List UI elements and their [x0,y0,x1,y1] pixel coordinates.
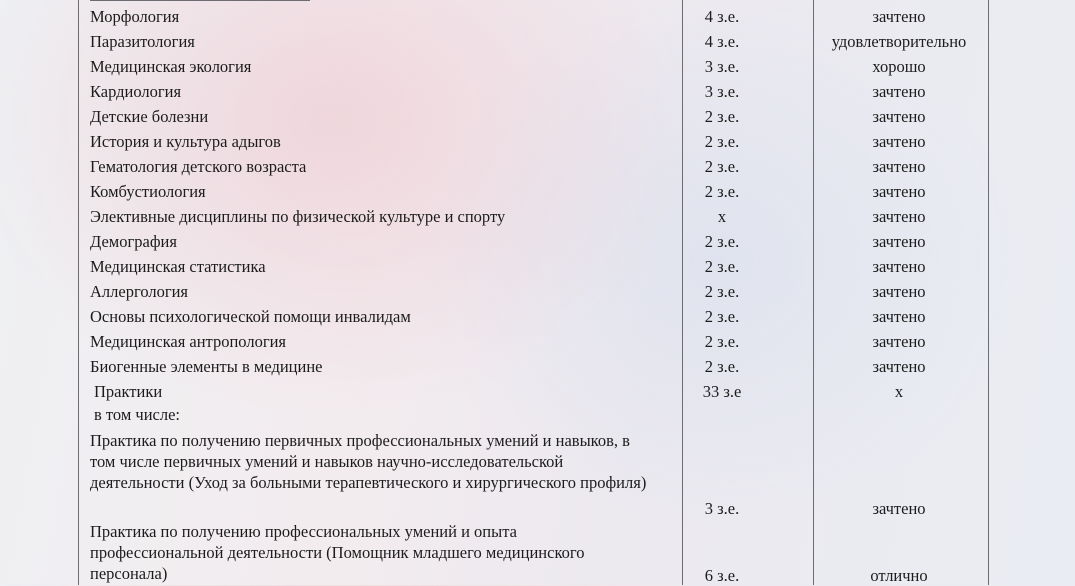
discipline-result: удовлетворительно [831,32,967,51]
table-row [0,257,1075,282]
discipline-name: Основы психологической помощи инвалидам [90,307,411,326]
discipline-name: Медицинская статистика [90,257,266,276]
discipline-result: зачтено [872,357,926,376]
discipline-name: Детские болезни [90,107,209,126]
table-row [0,282,1075,307]
discipline-credits: 2 з.е. [704,132,740,151]
discipline-result: зачтено [872,82,926,101]
practice-result: отлично [870,566,928,585]
discipline-result: зачтено [872,182,926,201]
discipline-credits: 33 з.е [702,382,742,401]
discipline-result: зачтено [872,307,926,326]
practice-credits: 6 з.е. [704,566,740,585]
discipline-result: зачтено [872,332,926,351]
table-row [0,332,1075,357]
discipline-result: зачтено [872,207,926,226]
table-row-practices [0,382,1075,407]
table-row [0,357,1075,382]
discipline-name: Практики [94,382,163,401]
table-row [0,82,1075,107]
discipline-credits: 2 з.е. [704,182,740,201]
discipline-credits: 3 з.е. [704,82,740,101]
discipline-credits: 2 з.е. [704,107,740,126]
table-row [0,307,1075,332]
discipline-result: зачтено [872,257,926,276]
top-cut-line [90,0,310,1]
practice-row-2 [0,521,1075,585]
discipline-credits: 2 з.е. [704,357,740,376]
table-row [0,107,1075,132]
discipline-name: Кардиология [90,82,182,101]
discipline-credits: 4 з.е. [704,7,740,26]
discipline-result: зачтено [872,132,926,151]
table-row-subheading [0,405,1075,430]
practice-row-1 [0,430,1075,520]
discipline-result: зачтено [872,232,926,251]
practice-credits: 3 з.е. [704,499,740,518]
discipline-name: История и культура адыгов [90,132,281,151]
discipline-name: Гематология детского возраста [90,157,307,176]
discipline-credits: 3 з.е. [704,57,740,76]
discipline-credits: 2 з.е. [704,332,740,351]
discipline-credits: 2 з.е. [704,232,740,251]
discipline-credits: 2 з.е. [704,307,740,326]
discipline-credits: 4 з.е. [704,32,740,51]
discipline-name: Паразитология [90,32,195,51]
table-row [0,32,1075,57]
discipline-result: зачтено [872,157,926,176]
table-row [0,207,1075,232]
discipline-name: Демография [90,232,177,251]
discipline-credits: 2 з.е. [704,282,740,301]
practice-name: Практика по получению профессиональных умений и опыта профессиональной деятельности (Помощник младшего медицинского персонала) [90,522,585,583]
in-total-label: в том числе: [94,405,181,424]
discipline-result: зачтено [872,7,926,26]
table-row [0,132,1075,157]
discipline-name: Медицинская антропология [90,332,287,351]
discipline-credits: 2 з.е. [704,157,740,176]
discipline-credits: х [717,207,727,226]
discipline-name: Биогенные элементы в медицине [90,357,323,376]
table-row [0,7,1075,32]
practice-result: зачтено [872,499,926,518]
discipline-credits: 2 з.е. [704,257,740,276]
table-row [0,182,1075,207]
discipline-name: Морфология [90,7,180,26]
discipline-name: Аллергология [90,282,189,301]
discipline-name: Медицинская экология [90,57,252,76]
table-row [0,57,1075,82]
discipline-result: х [894,382,904,401]
discipline-name: Элективные дисциплины по физической культуре и спорту [90,207,506,226]
discipline-result: зачтено [872,282,926,301]
table-row [0,232,1075,257]
discipline-result: хорошо [872,57,926,76]
discipline-name: Комбустиология [90,182,206,201]
discipline-result: зачтено [872,107,926,126]
practice-name: Практика по получению первичных профессиональных умений и навыков, в том числе первичных умений и навыков научно-исследовательской деятельности (Уход за больными терапевтического и хирургического профиля) [90,431,647,492]
table-row [0,157,1075,182]
